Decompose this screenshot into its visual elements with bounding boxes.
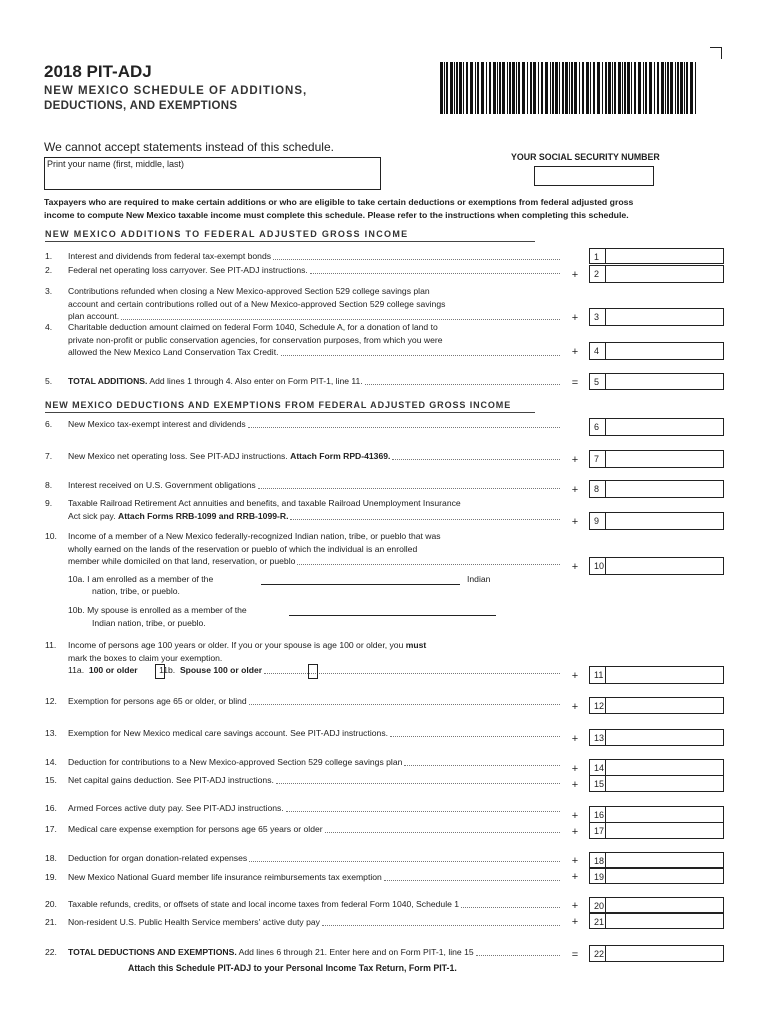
- text-segment: Interest received on U.S. Government obligations: [68, 480, 256, 490]
- amount-field-line-18[interactable]: [589, 852, 724, 868]
- barcode-bar: [481, 62, 484, 114]
- barcode-bar: [612, 62, 613, 114]
- barcode-bar: [440, 62, 443, 114]
- line-text: [68, 479, 256, 492]
- box-number: 10: [590, 558, 606, 574]
- amount-field-line-8[interactable]: [589, 480, 724, 498]
- amount-field-line-10[interactable]: [589, 557, 724, 575]
- text-segment: TOTAL ADDITIONS.: [68, 376, 148, 386]
- line-text: [68, 664, 262, 677]
- barcode-bar: [670, 62, 673, 114]
- text-segment: Armed Forces active duty pay. See PIT-ADJ instructions.: [68, 803, 284, 813]
- dot-leader: [297, 564, 560, 565]
- dot-leader: [461, 907, 560, 908]
- plus-sign: +: [571, 484, 579, 496]
- amount-field-line-17[interactable]: [589, 822, 724, 839]
- line-text: [68, 418, 246, 431]
- box-number: 12: [590, 698, 606, 713]
- barcode-bar: [522, 62, 525, 114]
- dot-leader: [392, 459, 560, 460]
- line-number: 21.: [45, 917, 57, 927]
- barcode-bar: [550, 62, 551, 114]
- text-segment: New Mexico National Guard member life insurance reimbursements tax exemption: [68, 872, 382, 882]
- line-number: 16.: [45, 803, 57, 813]
- amount-field-line-5[interactable]: [589, 373, 724, 390]
- barcode-bar: [497, 62, 498, 114]
- name-field[interactable]: [44, 157, 381, 190]
- amount-field-line-6[interactable]: [589, 418, 724, 436]
- text-segment: wholly earned on the lands of the reservation or pueblo of which the individual is an enrolled: [68, 543, 418, 554]
- line-text: [68, 652, 222, 665]
- line-text: [68, 510, 288, 523]
- line-text: [68, 916, 320, 929]
- plus-sign: +: [571, 454, 579, 466]
- line-text: [68, 555, 295, 568]
- amount-field-line-14[interactable]: [589, 759, 724, 776]
- barcode-bar: [593, 62, 595, 114]
- barcode-bar: [559, 62, 560, 114]
- barcode-bar: [552, 62, 554, 114]
- box-number: 1: [590, 249, 606, 263]
- line-10a-suffix: Indian: [467, 574, 491, 584]
- barcode-bar: [605, 62, 607, 114]
- text-segment: private non-profit or public conservation agencies, for conservation purposes, from which you were: [68, 334, 443, 345]
- dot-leader: [248, 427, 560, 428]
- dot-leader: [384, 880, 560, 881]
- plus-sign: +: [571, 809, 579, 822]
- box-number: 9: [590, 513, 606, 529]
- barcode-bar: [518, 62, 520, 114]
- barcode-bar: [512, 62, 515, 114]
- barcode-bar: [684, 62, 685, 114]
- dot-leader: [404, 765, 560, 766]
- plus-sign: +: [571, 346, 579, 358]
- barcode-bar: [446, 62, 448, 114]
- line-text: [68, 695, 247, 708]
- text-segment: must: [405, 640, 427, 650]
- barcode-bar: [533, 62, 536, 114]
- barcode-bar: [493, 62, 496, 114]
- text-segment: Taxable refunds, credits, or offsets of state and local income taxes from federal Form 1040, Schedule 1: [68, 899, 460, 909]
- footer-instruction: Attach this Schedule PIT-ADJ to your Personal Income Tax Return, Form PIT-1.: [128, 963, 457, 973]
- text-segment: Attach Form RPD-41369.: [290, 451, 391, 461]
- text-segment: Exemption for persons age 65 or older, or blind: [68, 696, 247, 706]
- divider: [45, 241, 535, 242]
- line-text: [68, 802, 284, 815]
- line-text: [68, 530, 441, 543]
- line-text: [68, 852, 247, 865]
- ssn-label: YOUR SOCIAL SECURITY NUMBER: [511, 152, 660, 162]
- barcode-bar: [665, 62, 666, 114]
- barcode-bar: [466, 62, 468, 114]
- line-number: 10b.: [68, 605, 85, 615]
- tribe-field-10a[interactable]: [261, 584, 460, 585]
- line-number: 9.: [45, 498, 53, 508]
- amount-field-line-4[interactable]: [589, 342, 724, 360]
- line-text: [68, 898, 459, 911]
- barcode-bar: [695, 62, 696, 114]
- plus-sign: +: [571, 855, 579, 867]
- barcode: [440, 62, 700, 114]
- barcode-bar: [459, 62, 462, 114]
- line-text: [68, 285, 430, 298]
- line-text: [68, 298, 445, 311]
- form-title: [44, 84, 307, 114]
- line-number: 17.: [45, 824, 57, 834]
- plus-sign: +: [571, 900, 579, 912]
- box-number: 3: [590, 309, 606, 325]
- amount-field-line-16[interactable]: [589, 806, 724, 823]
- box-number: 22: [590, 946, 606, 961]
- text-segment: 11b.: [137, 665, 180, 675]
- intro-text: [44, 196, 633, 221]
- text-segment: Net capital gains deduction. See PIT-ADJ instructions.: [68, 775, 274, 785]
- line-number: 14.: [45, 757, 57, 767]
- barcode-bar: [486, 62, 487, 114]
- line-number: 22.: [45, 947, 57, 957]
- barcode-bar: [555, 62, 558, 114]
- dot-leader: [281, 355, 561, 356]
- barcode-bar: [622, 62, 623, 114]
- divider: [45, 412, 535, 413]
- line-number: 5.: [45, 376, 53, 386]
- barcode-bar: [489, 62, 491, 114]
- text-segment: Act sick pay.: [68, 510, 118, 521]
- section-additions-title: NEW MEXICO ADDITIONS TO FEDERAL ADJUSTED GROSS INCOME: [45, 229, 409, 239]
- line-text: I am enrolled as a member of the: [87, 574, 214, 584]
- amount-field-line-7[interactable]: [589, 450, 724, 468]
- dot-leader: [390, 736, 560, 737]
- line-text: [68, 756, 402, 769]
- text-segment: plan account.: [68, 311, 120, 321]
- line-number: 4.: [45, 322, 53, 332]
- line-10b: [68, 604, 247, 617]
- text-segment: Income of persons age 100 years or older. If you or your spouse is age 100 or older, you: [68, 640, 406, 650]
- plus-sign: +: [571, 916, 579, 928]
- intro-line: Taxpayers who are required to make certain additions or who are eligible to take certain deductions or exemptions from federal adjusted gross: [44, 197, 634, 207]
- text-segment: Deduction for organ donation-related expenses: [68, 853, 248, 863]
- amount-field-line-13[interactable]: [589, 729, 724, 746]
- box-number: 4: [590, 343, 606, 359]
- line-number: 10.: [45, 531, 57, 541]
- box-number: 14: [590, 760, 606, 775]
- text-segment: account and certain contributions rolled out of a New Mexico-approved Section 529 college savings: [68, 298, 446, 309]
- dot-leader: [322, 925, 560, 926]
- dot-leader: [476, 955, 560, 956]
- text-segment: Attach Forms RRB-1099 and RRB-1099-R.: [117, 510, 289, 521]
- barcode-bar: [634, 62, 636, 114]
- barcode-bar: [509, 62, 511, 114]
- line-number: 15.: [45, 775, 57, 785]
- barcode-bar: [574, 62, 577, 114]
- title-line-2: DEDUCTIONS, AND EXEMPTIONS: [44, 100, 238, 112]
- barcode-bar: [643, 62, 644, 114]
- barcode-bar: [507, 62, 508, 114]
- text-segment: Taxable Railroad Retirement Act annuities and benefits, and taxable Railroad Unemployment Insurance: [68, 498, 461, 508]
- dot-leader: [365, 384, 560, 385]
- text-segment: Add lines 6 through 21. Enter here and on Form PIT-1, line 15: [236, 947, 474, 957]
- barcode-bar: [477, 62, 479, 114]
- dot-leader: [286, 811, 560, 812]
- line-text: [68, 375, 363, 388]
- line-number: 6.: [45, 419, 53, 429]
- text-segment: 11a.: [68, 665, 89, 675]
- box-number: 18: [590, 853, 606, 867]
- amount-field-line-2[interactable]: [589, 265, 724, 283]
- box-number: 6: [590, 419, 606, 435]
- barcode-bar: [545, 62, 548, 114]
- barcode-bar: [686, 62, 688, 114]
- text-segment: Exemption for New Mexico medical care savings account. See PIT-ADJ instructions.: [68, 728, 389, 738]
- equals-sign: =: [571, 948, 579, 961]
- barcode-bar: [618, 62, 621, 114]
- barcode-bar: [502, 62, 505, 114]
- barcode-bar: [661, 62, 664, 114]
- barcode-bar: [677, 62, 679, 114]
- barcode-bar: [667, 62, 669, 114]
- barcode-bar: [527, 62, 528, 114]
- plus-sign: +: [571, 762, 579, 775]
- plus-sign: +: [571, 778, 579, 791]
- text-segment: New Mexico tax-exempt interest and dividends: [68, 419, 246, 429]
- text-segment: Medical care expense exemption for persons age 65 years or older: [68, 824, 323, 834]
- amount-field-line-19[interactable]: [589, 868, 724, 884]
- barcode-bar: [675, 62, 676, 114]
- barcode-bar: [602, 62, 603, 114]
- equals-sign: =: [571, 376, 579, 389]
- barcode-bar: [590, 62, 591, 114]
- dot-leader: [290, 519, 560, 520]
- line-text: [68, 497, 461, 510]
- line-text: [68, 250, 271, 263]
- barcode-bar: [586, 62, 589, 114]
- line-number: 12.: [45, 696, 57, 706]
- plus-sign: +: [571, 825, 579, 838]
- dot-leader: [121, 319, 560, 320]
- text-segment: 100 or older: [88, 665, 138, 675]
- corner-mark: [710, 47, 722, 59]
- text-segment: Federal net operating loss carryover. See PIT-ADJ instructions.: [68, 265, 308, 275]
- box-number: 5: [590, 374, 606, 389]
- dot-leader: [258, 488, 560, 489]
- line-number: 1.: [45, 251, 53, 261]
- text-segment: New Mexico net operating loss. See PIT-ADJ instructions.: [68, 451, 291, 461]
- line-text: My spouse is enrolled as a member of the: [87, 605, 247, 615]
- amount-field-line-20[interactable]: [589, 897, 724, 913]
- amount-field-line-12[interactable]: [589, 697, 724, 714]
- line-number: 13.: [45, 728, 57, 738]
- plus-sign: +: [571, 312, 579, 324]
- text-segment: Add lines 1 through 4. Also enter on Form PIT-1, line 11.: [147, 376, 363, 386]
- amount-field-line-22[interactable]: [589, 945, 724, 962]
- title-line-1: NEW MEXICO SCHEDULE OF ADDITIONS,: [44, 85, 308, 97]
- plus-sign: +: [571, 670, 579, 682]
- line-10a: [68, 573, 213, 586]
- section-deductions-title: NEW MEXICO DEDUCTIONS AND EXEMPTIONS FROM FEDERAL ADJUSTED GROSS INCOME: [45, 400, 512, 410]
- plus-sign: +: [571, 732, 579, 745]
- plus-sign: +: [571, 516, 579, 528]
- amount-field-line-15[interactable]: [589, 775, 724, 792]
- amount-field-line-3[interactable]: [589, 308, 724, 326]
- barcode-bar: [538, 62, 539, 114]
- text-segment: Interest and dividends from federal tax-exempt bonds: [68, 251, 272, 261]
- line-text: [68, 321, 438, 334]
- line-number: 2.: [45, 265, 53, 275]
- barcode-bar: [657, 62, 659, 114]
- barcode-bar: [645, 62, 647, 114]
- barcode-bar: [475, 62, 476, 114]
- line-text: [68, 727, 388, 740]
- barcode-bar: [454, 62, 455, 114]
- barcode-bar: [649, 62, 652, 114]
- box-number: 17: [590, 823, 606, 838]
- plus-sign: +: [571, 871, 579, 883]
- dot-leader: [249, 861, 560, 862]
- barcode-bar: [450, 62, 453, 114]
- amount-field-line-11[interactable]: [589, 666, 724, 684]
- barcode-bar: [638, 62, 641, 114]
- barcode-bar: [680, 62, 683, 114]
- box-number: 16: [590, 807, 606, 822]
- line-number: 3.: [45, 286, 53, 296]
- line-text: [68, 346, 279, 359]
- barcode-bar: [614, 62, 616, 114]
- line-number: 10a.: [68, 574, 85, 584]
- barcode-bar: [631, 62, 632, 114]
- barcode-bar: [530, 62, 532, 114]
- amount-field-line-1[interactable]: [589, 248, 724, 264]
- barcode-bar: [499, 62, 501, 114]
- line-number: 11.: [45, 640, 57, 650]
- barcode-bar: [597, 62, 600, 114]
- line-text: [68, 450, 390, 463]
- form-id: 2018 PIT-ADJ: [44, 62, 152, 81]
- barcode-bar: [541, 62, 543, 114]
- barcode-bar: [690, 62, 693, 114]
- tribe-field-10b[interactable]: [289, 615, 496, 616]
- dot-leader: [325, 832, 560, 833]
- line-10a-cont: nation, tribe, or pueblo.: [92, 586, 180, 596]
- barcode-bar: [516, 62, 517, 114]
- box-number: 21: [590, 914, 606, 928]
- box-number: 15: [590, 776, 606, 791]
- line-number: 7.: [45, 451, 53, 461]
- box-number: 2: [590, 266, 606, 282]
- checkbox-11a-100-or-older[interactable]: [155, 664, 165, 679]
- dot-leader: [276, 783, 560, 784]
- checkbox-11b-spouse-100-or-older[interactable]: [308, 664, 318, 679]
- barcode-bar: [579, 62, 580, 114]
- line-text: [68, 871, 382, 884]
- line-text: [68, 264, 308, 277]
- barcode-bar: [627, 62, 630, 114]
- intro-line: income to compute New Mexico taxable income must complete this schedule. Please refer to the instructions when completing this schedule.: [44, 209, 629, 220]
- plus-sign: +: [571, 561, 579, 573]
- line-text: [68, 639, 426, 652]
- box-number: 7: [590, 451, 606, 467]
- box-number: 11: [590, 667, 606, 683]
- dot-leader: [249, 704, 560, 705]
- barcode-bar: [463, 62, 464, 114]
- barcode-bar: [456, 62, 458, 114]
- text-segment: TOTAL DEDUCTIONS AND EXEMPTIONS.: [68, 947, 237, 957]
- text-segment: Contributions refunded when closing a New Mexico-approved Section 529 college savings plan: [68, 286, 430, 296]
- box-number: 19: [590, 869, 606, 883]
- line-text: [68, 334, 443, 347]
- line-number: 20.: [45, 899, 57, 909]
- line-number: 19.: [45, 872, 57, 882]
- barcode-bar: [569, 62, 570, 114]
- text-segment: Non-resident U.S. Public Health Service members' active duty pay: [68, 917, 320, 927]
- dot-leader: [273, 259, 560, 260]
- barcode-bar: [571, 62, 573, 114]
- text-segment: Spouse 100 or older: [179, 665, 263, 675]
- text-segment: Income of a member of a New Mexico federally-recognized Indian nation, tribe, or pueblo that was: [68, 531, 441, 541]
- box-number: 13: [590, 730, 606, 745]
- barcode-bar: [562, 62, 564, 114]
- notice: We cannot accept statements instead of this schedule.: [44, 140, 334, 154]
- plus-sign: +: [571, 269, 579, 281]
- ssn-field[interactable]: [534, 166, 654, 186]
- text-segment: Deduction for contributions to a New Mexico-approved Section 529 college savings plan: [68, 757, 403, 767]
- line-text: [68, 774, 274, 787]
- line-text: [68, 823, 323, 836]
- name-field-label: Print your name (first, middle, last): [47, 159, 185, 169]
- barcode-bar: [608, 62, 611, 114]
- line-number: 18.: [45, 853, 57, 863]
- box-number: 8: [590, 481, 606, 497]
- line-text: [68, 946, 474, 959]
- line-text: [68, 543, 417, 556]
- dot-leader: [310, 273, 560, 274]
- barcode-bar: [565, 62, 568, 114]
- amount-field-line-21[interactable]: [589, 913, 724, 929]
- barcode-bar: [470, 62, 473, 114]
- text-segment: member while domiciled on that land, reservation, or pueblo: [68, 556, 296, 566]
- text-segment: mark the boxes to claim your exemption.: [68, 652, 223, 663]
- barcode-bar: [444, 62, 445, 114]
- barcode-bar: [654, 62, 655, 114]
- box-number: 20: [590, 898, 606, 912]
- line-number: 8.: [45, 480, 53, 490]
- barcode-bar: [582, 62, 584, 114]
- amount-field-line-9[interactable]: [589, 512, 724, 530]
- text-segment: allowed the New Mexico Land Conservation Tax Credit.: [68, 347, 279, 357]
- line-10b-cont: Indian nation, tribe, or pueblo.: [92, 618, 206, 628]
- plus-sign: +: [571, 700, 579, 713]
- barcode-bar: [624, 62, 626, 114]
- text-segment: Charitable deduction amount claimed on federal Form 1040, Schedule A, for a donation of land to: [68, 322, 438, 332]
